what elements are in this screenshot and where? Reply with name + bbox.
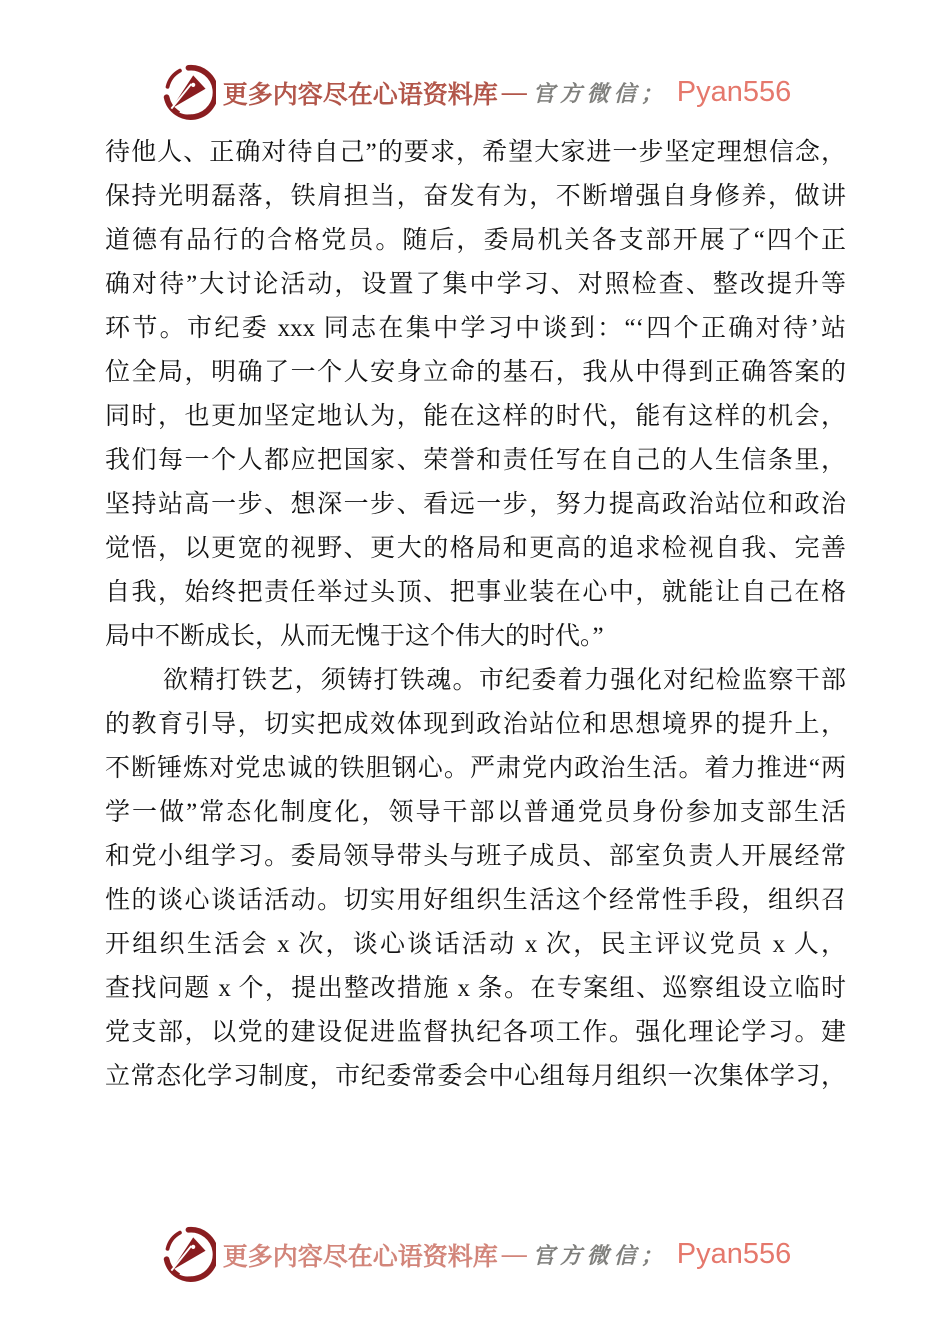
brand-logo-icon: [159, 1226, 216, 1283]
text-line: 位全局，明确了一个人安身立命的基石，我从中得到正确答案的: [105, 359, 846, 386]
header-watermark: [0, 64, 950, 121]
footer-watermark: [0, 1226, 950, 1283]
text-line: 查找问题 x 个，提出整改措施 x 条。在专案组、巡察组设立临时: [105, 975, 846, 1002]
text-line: 不断锤炼对党忠诚的铁胆钢心。严肃党内政治生活。着力推进“两: [105, 755, 846, 782]
document-body: [105, 131, 846, 1099]
wechat-label: 官方微信；: [532, 1243, 668, 1268]
text-line: 自我，始终把责任举过头顶、把事业装在心中，就能让自己在格: [105, 579, 846, 606]
paragraph: [105, 659, 846, 1099]
text-line: 党支部，以党的建设促进监督执纪各项工作。强化理论学习。建: [105, 1019, 846, 1046]
text-line: 开组织生活会 x 次，谈心谈话活动 x 次，民主评议党员 x 人，: [105, 931, 846, 958]
dash-separator: —: [501, 78, 527, 106]
text-line: 觉悟，以更宽的视野、更大的格局和更高的追求检视自我、完善: [105, 535, 846, 562]
watermark-brand-text: 更多内容尽在心语资料库: [222, 1243, 498, 1271]
text-line: 立常态化学习制度，市纪委常委会中心组每月组织一次集体学习，: [105, 1063, 846, 1090]
text-line: 保持光明磊落，铁肩担当，奋发有为，不断增强自身修养，做讲: [105, 183, 846, 210]
paragraph: [105, 131, 846, 659]
brand-logo-icon: [159, 64, 216, 121]
watermark-brand-text: 更多内容尽在心语资料库: [222, 81, 498, 109]
text-line: 待他人、正确对待自己”的要求，希望大家进一步坚定理想信念，: [105, 139, 846, 166]
wechat-id: Pyan556: [676, 1238, 792, 1270]
text-line: 确对待”大讨论活动，设置了集中学习、对照检查、整改提升等: [105, 271, 846, 298]
wechat-label: 官方微信；: [532, 81, 668, 106]
text-line: 环节。市纪委 xxx 同志在集中学习中谈到：“‘四个正确对待’站: [105, 315, 846, 342]
text-line: 的教育引导，切实把成效体现到政治站位和思想境界的提升上，: [105, 711, 846, 738]
text-line: 学一做”常态化制度化，领导干部以普通党员身份参加支部生活: [105, 799, 846, 826]
dash-separator: —: [501, 1240, 527, 1268]
text-line: 性的谈心谈话活动。切实用好组织生活这个经常性手段，组织召: [105, 887, 846, 914]
text-line: 欲精打铁艺，须铸打铁魂。市纪委着力强化对纪检监察干部: [163, 667, 846, 694]
text-line: 同时，也更加坚定地认为，能在这样的时代，能有这样的机会，: [105, 403, 846, 430]
text-line: 我们每一个人都应把国家、荣誉和责任写在自己的人生信条里，: [105, 447, 846, 474]
text-line: 道德有品行的合格党员。随后，委局机关各支部开展了“四个正: [105, 227, 846, 254]
wechat-id: Pyan556: [676, 76, 792, 108]
text-line: 和党小组学习。委局领导带头与班子成员、部室负责人开展经常: [105, 843, 846, 870]
text-line: 局中不断成长，从而无愧于这个伟大的时代。”: [105, 623, 604, 650]
text-line: 坚持站高一步、想深一步、看远一步，努力提高政治站位和政治: [105, 491, 846, 518]
